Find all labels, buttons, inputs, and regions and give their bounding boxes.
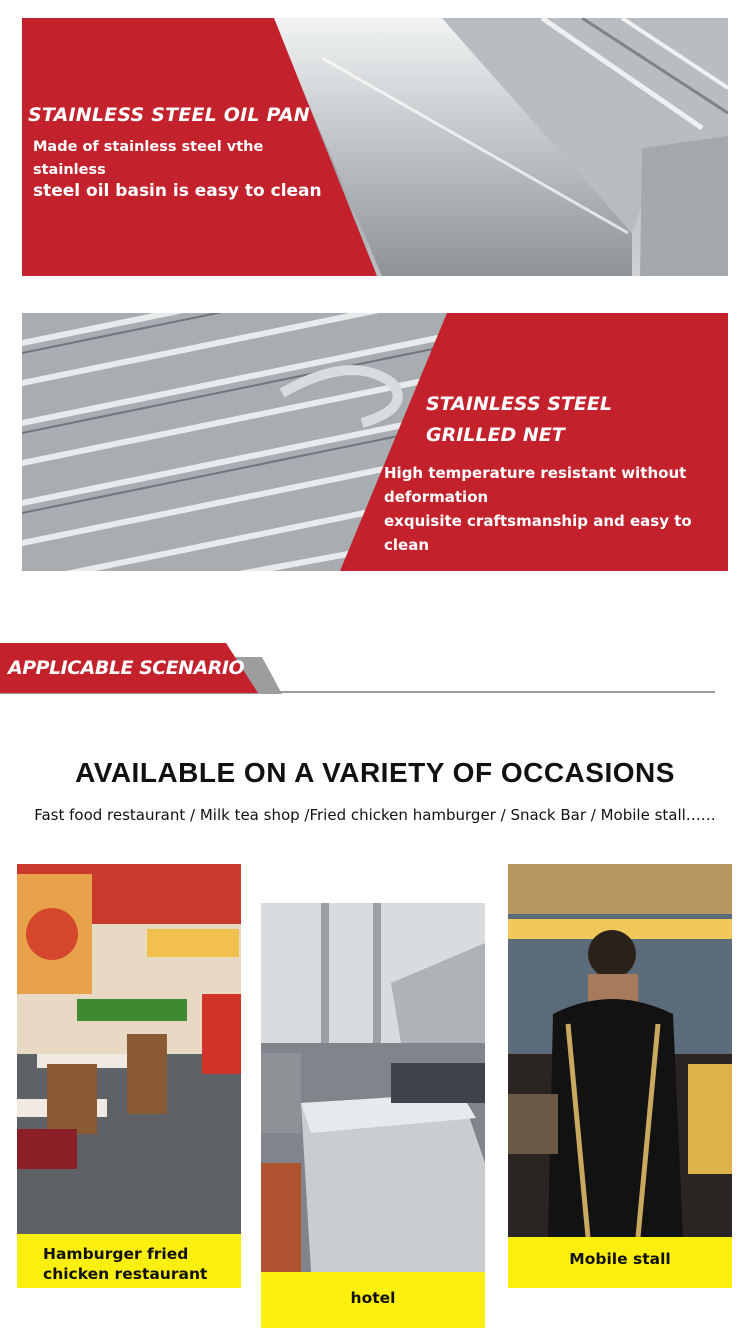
scenario-caption-hotel: hotel [261,1272,485,1328]
scenario-caption-mobile-stall: Mobile stall [508,1237,732,1288]
section-divider [258,691,715,693]
occasions-list: Fast food restaurant / Milk tea shop /Fried chicken hamburger / Snack Bar / Mobile stall…… [34,806,716,824]
oil-pan-title: STAINLESS STEEL OIL PAN [28,104,310,126]
grill-net-title [426,389,612,451]
restaurant-photo [17,864,241,1234]
grill-net-title-line-1: STAINLESS STEEL [426,393,612,415]
grill-net-title-line-2: GRILLED NET [426,424,565,446]
oil-pan-description-2: steel oil basin is easy to clean [33,181,322,201]
oil-pan-feature-banner [22,18,728,276]
oil-pan-description-1: Made of stainless steel vthe stainless [33,139,264,178]
hotel-kitchen-photo [261,903,485,1272]
grill-net-description-1: High temperature resistant without deformation [384,464,687,506]
grill-net-description-2: exquisite craftsmanship and easy to clean [384,512,692,554]
grill-net-description [384,461,728,557]
occasions-headline: AVAILABLE ON A VARIETY OF OCCASIONS [75,757,675,788]
mobile-stall-photo [508,864,732,1237]
section-header-label: APPLICABLE SCENARIO [8,657,245,679]
scenario-caption-restaurant: Hamburger fried chicken restaurant [17,1234,241,1288]
grill-net-feature-banner [22,313,728,571]
